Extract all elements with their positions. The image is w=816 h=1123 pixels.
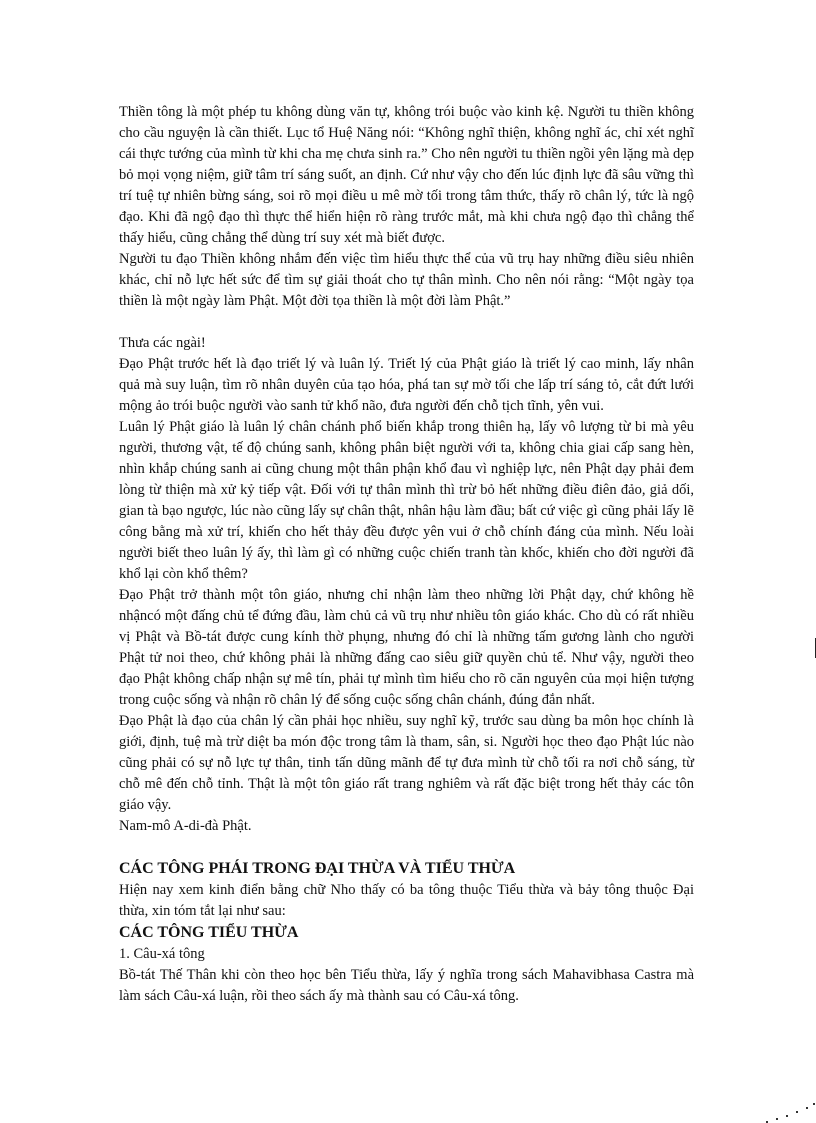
blank-line bbox=[119, 312, 694, 333]
paragraph-tu-dao-thien: Người tu đạo Thiền không nhắm đến việc tìm hiểu thực thể của vũ trụ hay những điều siêu nhiên khác, chỉ nỗ lực hết sức để tìm sự giải thoát cho tự thân mình. Cho nên nói rằng: “Một ngày tọa thiền là một ngày làm Phật. Một đời tọa thiền là một đời làm Phật.” bbox=[119, 251, 694, 309]
section-heading-tong-phai: CÁC TÔNG PHÁI TRONG ĐẠI THỪA VÀ TIỂU THỪA bbox=[119, 860, 516, 877]
list-item-title: 1. Câu-xá tông bbox=[119, 946, 205, 962]
salutation: Thưa các ngài! bbox=[119, 335, 206, 351]
list-item-text: Bồ-tát Thế Thân khi còn theo học bên Tiểu thừa, lấy ý nghĩa trong sách Mahavibhasa Castra mà làm sách Câu-xá luận, rồi theo sách ấy mà thành sau có Câu-xá tông. bbox=[119, 967, 694, 1004]
paragraph-triet-ly: Đạo Phật trước hết là đạo triết lý và luân lý. Triết lý của Phật giáo là triết lý cao minh, lấy nhân quả mà suy luận, tìm rõ nhân duyên của tạo hóa, phá tan sự mờ tối che lấp trí sáng tỏ, cắt đứt lưới mộng ảo trói buộc người vào sanh tử khổ não, đưa người đến chỗ tịch tĩnh, yên vui. bbox=[119, 356, 694, 414]
paragraph-intro: Hiện nay xem kinh điển bằng chữ Nho thấy có ba tông thuộc Tiểu thừa và bảy tông thuộc Đại thừa, xin tóm tắt lại như sau: bbox=[119, 882, 694, 919]
paragraph-ton-giao: Đạo Phật trở thành một tôn giáo, nhưng chỉ nhận làm theo những lời Phật dạy, chứ không hề nhậncó một đấng chủ tể đứng đầu, làm chủ cả vũ trụ như nhiều tôn giáo khác. Cho dù có rất nhiều vị Phật và Bồ-tát được cung kính thờ phụng, nhưng đó chỉ là những tấm gương lành cho người Phật tử noi theo, chứ không phải là những đấng cao siêu giữ quyền chủ tể. Như vậy, người theo đạo Phật không chấp nhận sự mê tín, phải tự mình tìm hiểu cho rõ căn nguyên của mọi hiện tượng trong cuộc sống và nhận rõ chân lý để sống cuộc sống chân chánh, đúng đắn nhất. bbox=[119, 587, 694, 708]
paragraph-luan-ly: Luân lý Phật giáo là luân lý chân chánh phổ biến khắp trong thiên hạ, lấy vô lượng từ bi mà yêu người, thương vật, tế độ chúng sanh, không phân biệt người với ta, không chia giai cấp sang hèn, nhìn khắp chúng sanh ai cũng chung một thân phận khổ đau vì nghiệp lực, nên Phật dạy phải đem lòng từ thiện mà xử kỷ tiếp vật. Đối với tự thân mình thì trừ bỏ hết những điều điên đảo, giả dối, gian tà bạo ngược, lúc nào cũng lấy sự chân thật, nhân hậu làm đầu; bất cứ việc gì cũng phải lấy lẽ công bằng mà xử trí, khiến cho hết thảy đều được yên vui ở chỗ chính đáng của mình. Nếu loài người biết theo luân lý ấy, thì làm gì có những cuộc chiến tranh tàn khốc, khiến cho đời người đã khổ lại còn khổ thêm? bbox=[119, 419, 694, 582]
document-body bbox=[119, 102, 694, 1007]
section-heading-tieu-thua: CÁC TÔNG TIỂU THỪA bbox=[119, 924, 299, 941]
blank-line bbox=[119, 837, 694, 858]
paragraph-thien-tong: Thiền tông là một phép tu không dùng văn tự, không trói buộc vào kinh kệ. Người tu thiền không cho cầu nguyện là cần thiết. Lục tổ Huệ Năng nói: “Không nghĩ thiện, không nghĩ ác, chỉ xét nghĩ cái thực tướng của mình từ khi cha mẹ chưa sinh ra.” Cho nên người tu thiền ngồi yên lặng mà dẹp bỏ mọi vọng niệm, giữ tâm trí sáng suốt, an định. Cứ như vậy cho đến lúc định lực đã sâu vững thì trí tuệ tự nhiên bừng sáng, soi rõ mọi điều u mê mờ tối trong tâm thức, thấy rõ chân lý, tức là ngộ đạo. Khi đã ngộ đạo thì thực thể hiển hiện rõ ràng trước mắt, mà khi chưa ngộ đạo thì chẳng thể thấy hiểu, cũng chẳng thể dùng trí suy xét mà biết được. bbox=[119, 104, 694, 246]
page-corner-decoration bbox=[756, 1093, 816, 1123]
paragraph-chan-ly: Đạo Phật là đạo của chân lý cần phải học nhiều, suy nghĩ kỹ, trước sau dùng ba môn học chính là giới, định, tuệ mà trừ diệt ba món độc trong tâm là tham, sân, si. Người học theo đạo Phật lúc nào cũng phải có sự nỗ lực tự thân, tinh tấn dũng mãnh để tự đưa mình từ chỗ tối ra nơi chỗ sáng, từ chỗ mê đến chỗ tỉnh. Thật là một tôn giáo rất trang nghiêm và rất đặc biệt trong hết thảy các tôn giáo vậy. bbox=[119, 713, 694, 813]
closing-invocation: Nam-mô A-di-đà Phật. bbox=[119, 818, 252, 834]
